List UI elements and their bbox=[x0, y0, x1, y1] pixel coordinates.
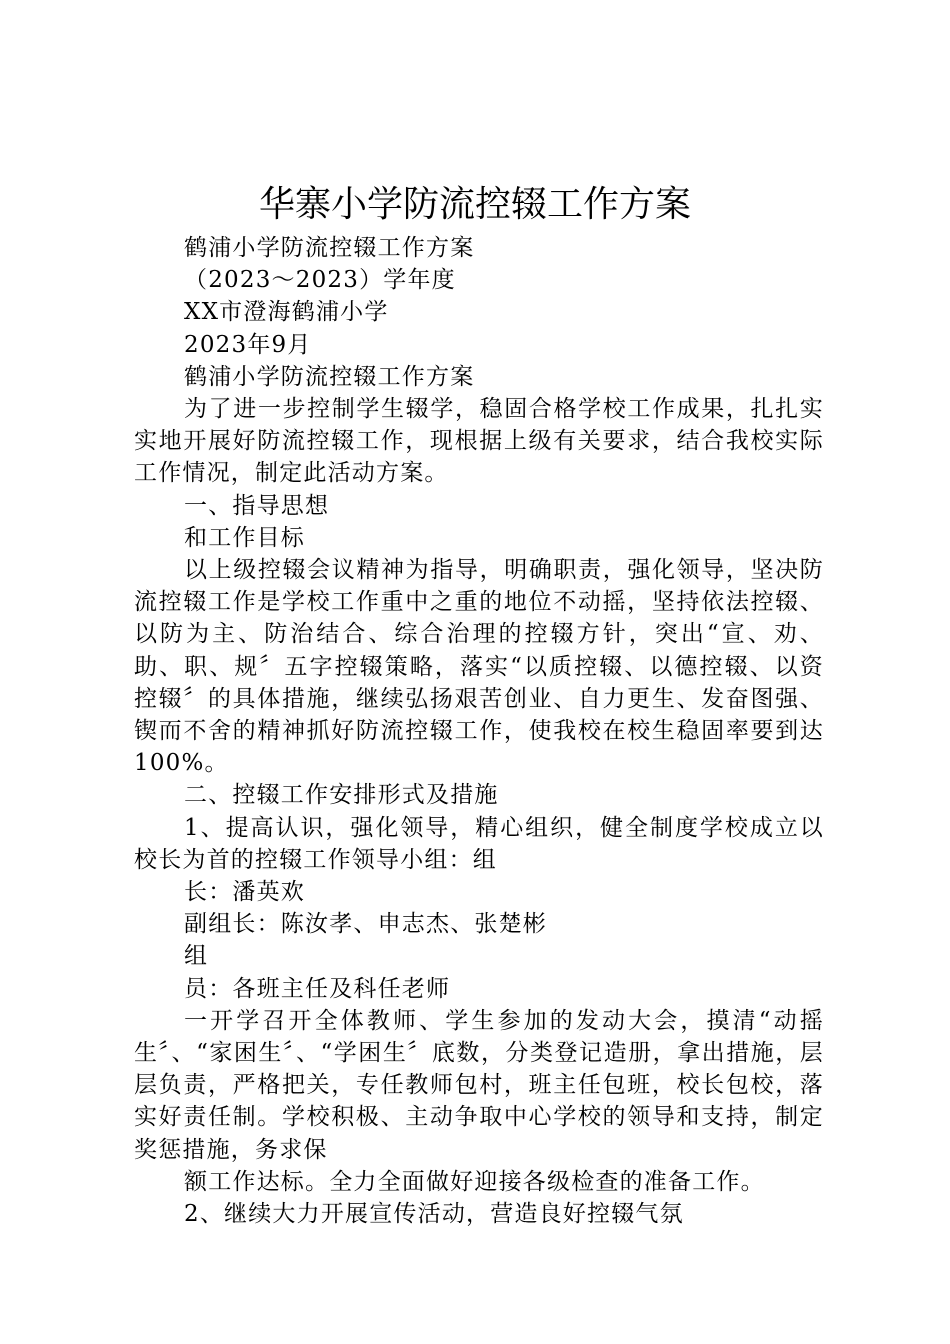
paragraph: 鹤浦小学防流控辍工作方案 bbox=[184, 363, 475, 390]
paragraph: 以上级控辍会议精神为指导，明确职责，强化领导，坚决防流控辍工作是学校工作重中之重的地位不动摇，坚持依法控辍、以防为主、防治结合、综合治理的控辍方针，突出“宣、劝、助、职、规〞五字控辍策略，落实“以质控辍、以德控辍、以资控辍〞的具体措施，继续弘扬艰苦创业、自力更生、发奋图强、锲而不舍的精神抓好防流控辍工作，使我校在校生稳固率要到达100%。 bbox=[134, 557, 824, 777]
paragraph: 一开学召开全体教师、学生参加的发动大会，摸清“动摇生〞、“家困生〞、“学困生〞底数，分类登记造册，拿出措施，层层负责，严格把关，专任教师包村，班主任包班，校长包校，落实好责任制。学校积极、主动争取中心学校的领导和支持，制定奖惩措施，务求保 bbox=[134, 1007, 824, 1163]
paragraph: 副组长：陈汝孝、申志杰、张楚彬 bbox=[184, 911, 547, 938]
paragraph: 长：潘英欢 bbox=[184, 879, 305, 906]
paragraph: 鹤浦小学防流控辍工作方案 bbox=[184, 235, 475, 261]
paragraph: 和工作目标 bbox=[184, 524, 305, 551]
paragraph: 组 bbox=[184, 943, 209, 970]
paragraph: XX市澄海鹤浦小学 bbox=[184, 299, 389, 326]
paragraph: 为了进一步控制学生辍学，稳固合格学校工作成果，扎扎实实地开展好防流控辍工作，现根据上级有关要求，结合我校实际工作情况，制定此活动方案。 bbox=[134, 396, 824, 487]
paragraph: 1、提高认识，强化领导，精心组织，健全制度学校成立以校长为首的控辍工作领导小组：组 bbox=[134, 814, 824, 873]
paragraph: 员：各班主任及科任老师 bbox=[184, 975, 451, 1002]
document-title: 华寨小学防流控辍工作方案 bbox=[258, 184, 691, 225]
document-body bbox=[134, 232, 824, 1230]
section-heading: 二、控辍工作安排形式及措施 bbox=[184, 782, 499, 809]
paragraph: （2023～2023）学年度 bbox=[184, 267, 456, 294]
paragraph: 2、继续大力开展宣传活动，营造良好控辍气氛 bbox=[184, 1201, 684, 1228]
paragraph: 额工作达标。全力全面做好迎接各级检查的准备工作。 bbox=[184, 1168, 765, 1195]
paragraph: 2023年9月 bbox=[184, 331, 312, 358]
section-heading: 一、指导思想 bbox=[184, 492, 330, 519]
